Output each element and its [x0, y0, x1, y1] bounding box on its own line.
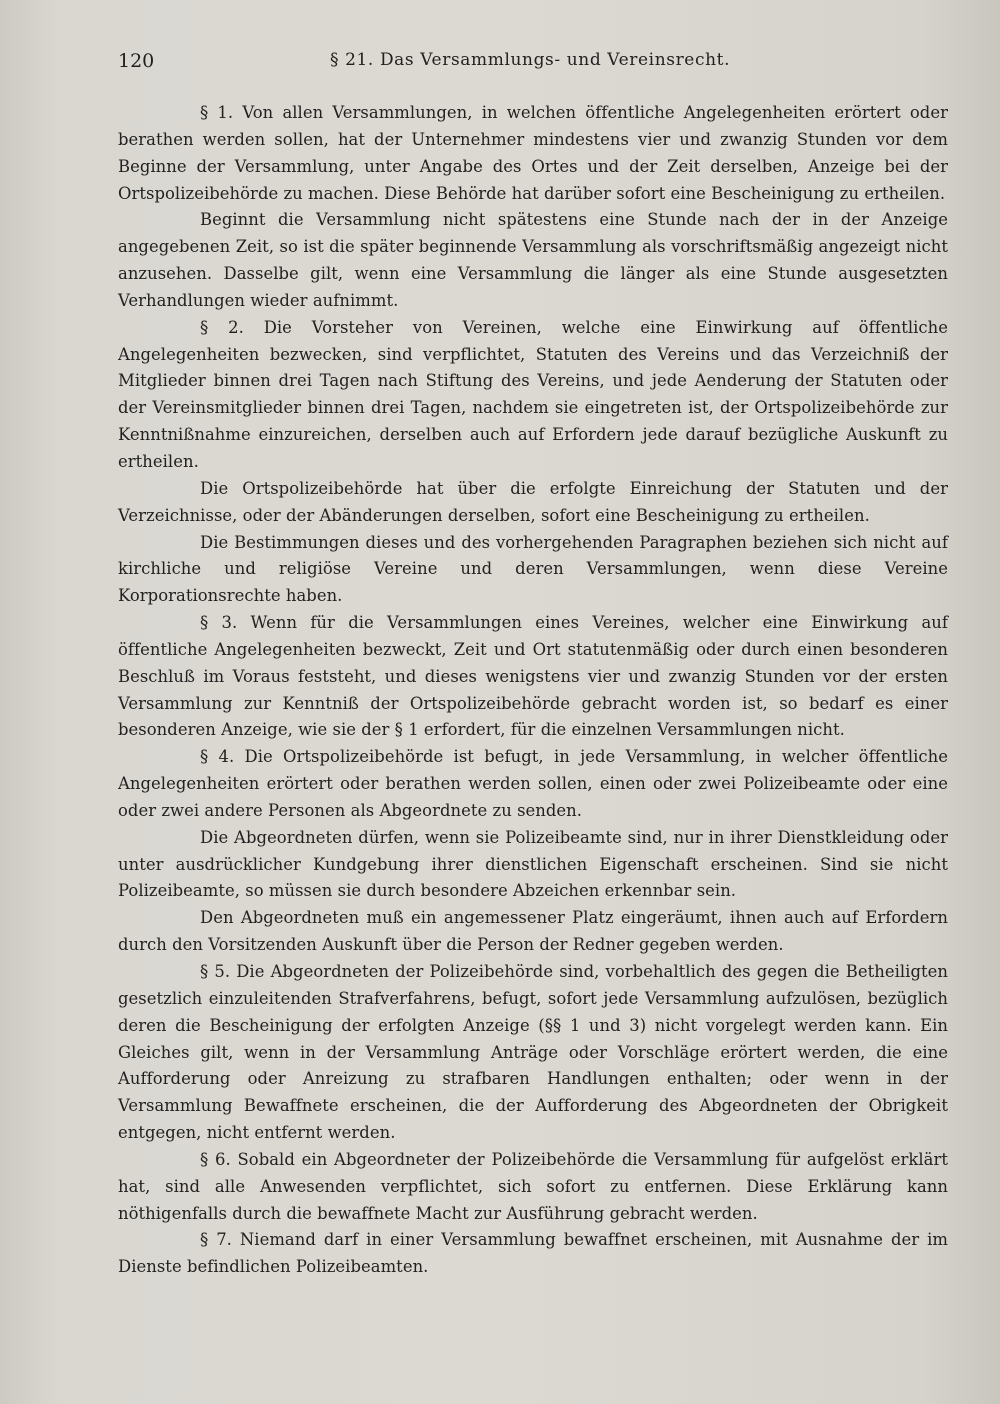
- paragraph-section-4-cont-1: Die Abgeordneten dürfen, wenn sie Polizeibeamte sind, nur in ihrer Dienstkleidung oder unter ausdrücklicher Kundgebung ihrer dienstlichen Eigenschaft erscheinen. Sind sie nicht Polizeibeamte, so müssen sie durch besondere Abzeichen erkennbar sein.: [118, 827, 948, 901]
- paragraph-section-4: § 4. Die Ortspolizeibehörde ist befugt, in jede Versammlung, in welcher öffentliche Angelegenheiten erörtert oder berathen werden sollen, einen oder zwei Polizeibeamte oder eine oder zwei andere Personen als Abgeordnete zu senden.: [118, 747, 948, 820]
- paragraph-section-4-cont-2: Den Abgeordneten muß ein angemessener Platz eingeräumt, ihnen auch auf Erfordern durch den Vorsitzenden Auskunft über die Person der Redner gegeben werden.: [118, 908, 948, 955]
- paragraph-section-1: § 1. Von allen Versammlungen, in welchen öffentliche Angelegenheiten erörtert oder berathen werden sollen, hat der Unternehmer mindestens vier und zwanzig Stunden vor dem Beginne der Versammlung, unter Angabe des Ortes und der Zeit derselben, Anzeige bei der Ortspolizeibehörde zu machen. Diese Behörde hat darüber sofort eine Bescheinigung zu ertheilen.: [118, 103, 948, 203]
- running-head: § 21. Das Versammlungs- und Vereinsrecht.: [330, 50, 731, 70]
- page-number: 120: [118, 50, 155, 72]
- page-body: [118, 100, 948, 1281]
- paragraph-section-5: § 5. Die Abgeordneten der Polizeibehörde sind, vorbehaltlich des gegen die Betheiligten gesetzlich einzuleitenden Strafverfahrens, befugt, sofort jede Versammlung aufzulösen, bezüglich deren die Bescheinigung der erfolgten Anzeige (§§ 1 und 3) nicht vorgelegt werden kann. Ein Gleiches gilt, wenn in der Versammlung Anträge oder Vorschläge erörtert werden, die eine Aufforderung oder Anreizung zu strafbaren Handlungen enthalten; oder wenn in der Versammlung Bewaffnete erscheinen, die der Aufforderung des Abgeordneten der Obrigkeit entgegen, nicht entfernt werden.: [118, 962, 948, 1143]
- paragraph-section-7: § 7. Niemand darf in einer Versammlung bewaffnet erscheinen, mit Ausnahme der im Dienste befindlichen Polizeibeamten.: [118, 1230, 948, 1277]
- paragraph-section-6: § 6. Sobald ein Abgeordneter der Polizeibehörde die Versammlung für aufgelöst erklärt hat, sind alle Anwesenden verpflichtet, sich sofort zu entfernen. Diese Erklärung kann nöthigenfalls durch die bewaffnete Macht zur Ausführung gebracht werden.: [118, 1149, 948, 1223]
- paragraph-section-2: § 2. Die Vorsteher von Vereinen, welche eine Einwirkung auf öffentliche Angelegenheiten bezwecken, sind verpflichtet, Statuten des Vereins und das Verzeichniß der Mitglieder binnen drei Tagen nach Stiftung des Vereins, und jede Aenderung der Statuten oder der Vereinsmitglieder binnen drei Tagen, nachdem sie eingetreten ist, der Ortspolizeibehörde zur Kenntnißnahme einzureichen, derselben auch auf Erfordern jede darauf bezügliche Auskunft zu ertheilen.: [118, 317, 948, 471]
- paragraph-section-2-cont-2: Die Bestimmungen dieses und des vorhergehenden Paragraphen beziehen sich nicht auf kirchliche und religiöse Vereine und deren Versammlungen, wenn diese Vereine Korporationsrechte haben.: [118, 532, 948, 606]
- page-header: [118, 50, 948, 76]
- paragraph-section-2-cont-1: Die Ortspolizeibehörde hat über die erfolgte Einreichung der Statuten und der Verzeichnisse, oder der Abänderungen derselben, sofort eine Bescheinigung zu ertheilen.: [118, 478, 948, 525]
- paragraph-section-3: § 3. Wenn für die Versammlungen eines Vereines, welcher eine Einwirkung auf öffentliche Angelegenheiten bezweckt, Zeit und Ort statutenmäßig oder durch einen besonderen Beschluß im Voraus feststeht, und dieses wenigstens vier und zwanzig Stunden vor der ersten Versammlung zur Kenntniß der Ortspolizeibehörde gebracht worden ist, so bedarf es einer besonderen Anzeige, wie sie der § 1 erfordert, für die einzelnen Versammlungen nicht.: [118, 613, 948, 740]
- paragraph-section-1-cont: Beginnt die Versammlung nicht spätestens eine Stunde nach der in der Anzeige angegebenen Zeit, so ist die später beginnende Versammlung als vorschriftsmäßig angezeigt nicht anzusehen. Dasselbe gilt, wenn eine Versammlung die länger als eine Stunde ausgesetzten Verhandlungen wieder aufnimmt.: [118, 210, 948, 310]
